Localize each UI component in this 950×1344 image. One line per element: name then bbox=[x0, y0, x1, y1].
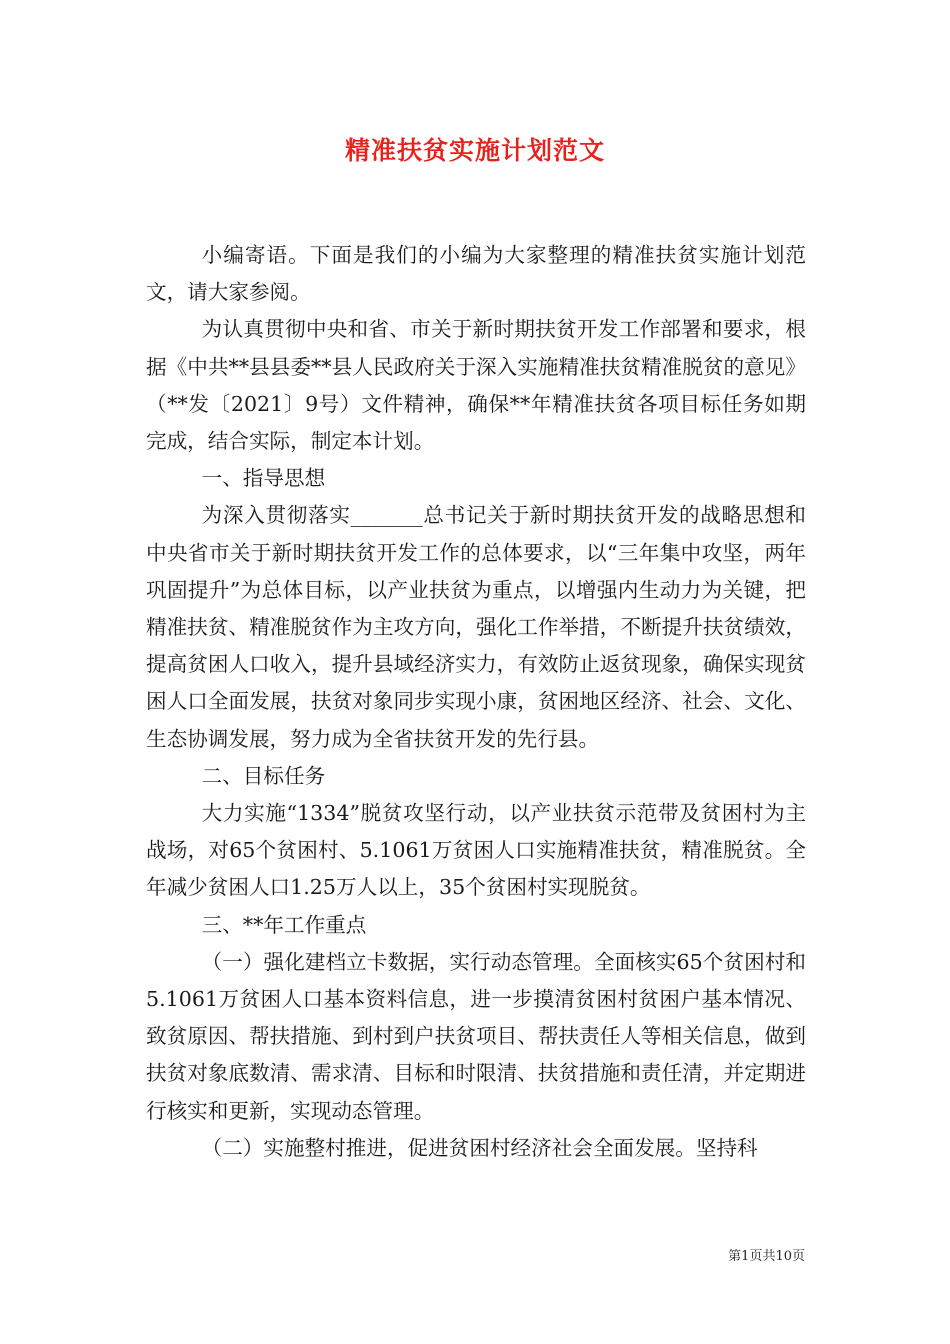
section-heading-key-work: 三、**年工作重点 bbox=[201, 912, 367, 937]
paragraph-key-work-1: （一）强化建档立卡数据，实行动态管理。全面核实65个贫困村和5.1061万贫困人口基本资料信息，进一步摸清贫困村贫困户基本情况、致贫原因、帮扶措施、到村到户扶贫项目、帮扶责任人等相关信息，做到扶贫对象底数清、需求清、目标和时限清、扶贫措施和责任清，并定期进行核实和更新，实现动态管理。 bbox=[146, 949, 806, 1123]
paragraph-intro: 小编寄语。下面是我们的小编为大家整理的精准扶贫实施计划范文，请大家参阅。 bbox=[146, 243, 806, 305]
section-heading-guiding-ideology: 一、指导思想 bbox=[201, 466, 326, 491]
paragraph-key-work-2: （二）实施整村推进，促进贫困村经济社会全面发展。坚持科 bbox=[201, 1135, 758, 1160]
paragraph-purpose: 为认真贯彻中央和省、市关于新时期扶贫开发工作部署和要求，根据《中共**县县委**县人民政府关于深入实施精准扶贫精准脱贫的意见》（**发〔2021〕9号）文件精神，确保**年精准扶贫各项目标任务如期完成，结合实际，制定本计划。 bbox=[146, 317, 806, 454]
section-heading-goals: 二、目标任务 bbox=[201, 763, 326, 788]
document-body bbox=[146, 237, 806, 1167]
paragraph-guiding-ideology: 为深入贯彻落实_______总书记关于新时期扶贫开发的战略思想和中央省市关于新时期扶贫开发工作的总体要求，以“三年集中攻坚，两年巩固提升”为总体目标，以产业扶贫为重点，以增强内生动力为关键，把精准扶贫、精准脱贫作为主攻方向，强化工作举措，不断提升扶贫绩效，提高贫困人口收入，提升县域经济实力，有效防止返贫现象，确保实现贫困人口全面发展，扶贫对象同步实现小康，贫困地区经济、社会、文化、生态协调发展，努力成为全省扶贫开发的先行县。 bbox=[146, 503, 806, 751]
page-number: 第1页共10页 bbox=[728, 1249, 805, 1264]
page-title: 精准扶贫实施计划范文 bbox=[344, 136, 605, 165]
paragraph-goals: 大力实施“1334”脱贫攻坚行动，以产业扶贫示范带及贫困村为主战场，对65个贫困村、5.1061万贫困人口实施精准扶贫，精准脱贫。全年减少贫困人口1.25万人以上，35个贫困村实现脱贫。 bbox=[146, 801, 806, 900]
